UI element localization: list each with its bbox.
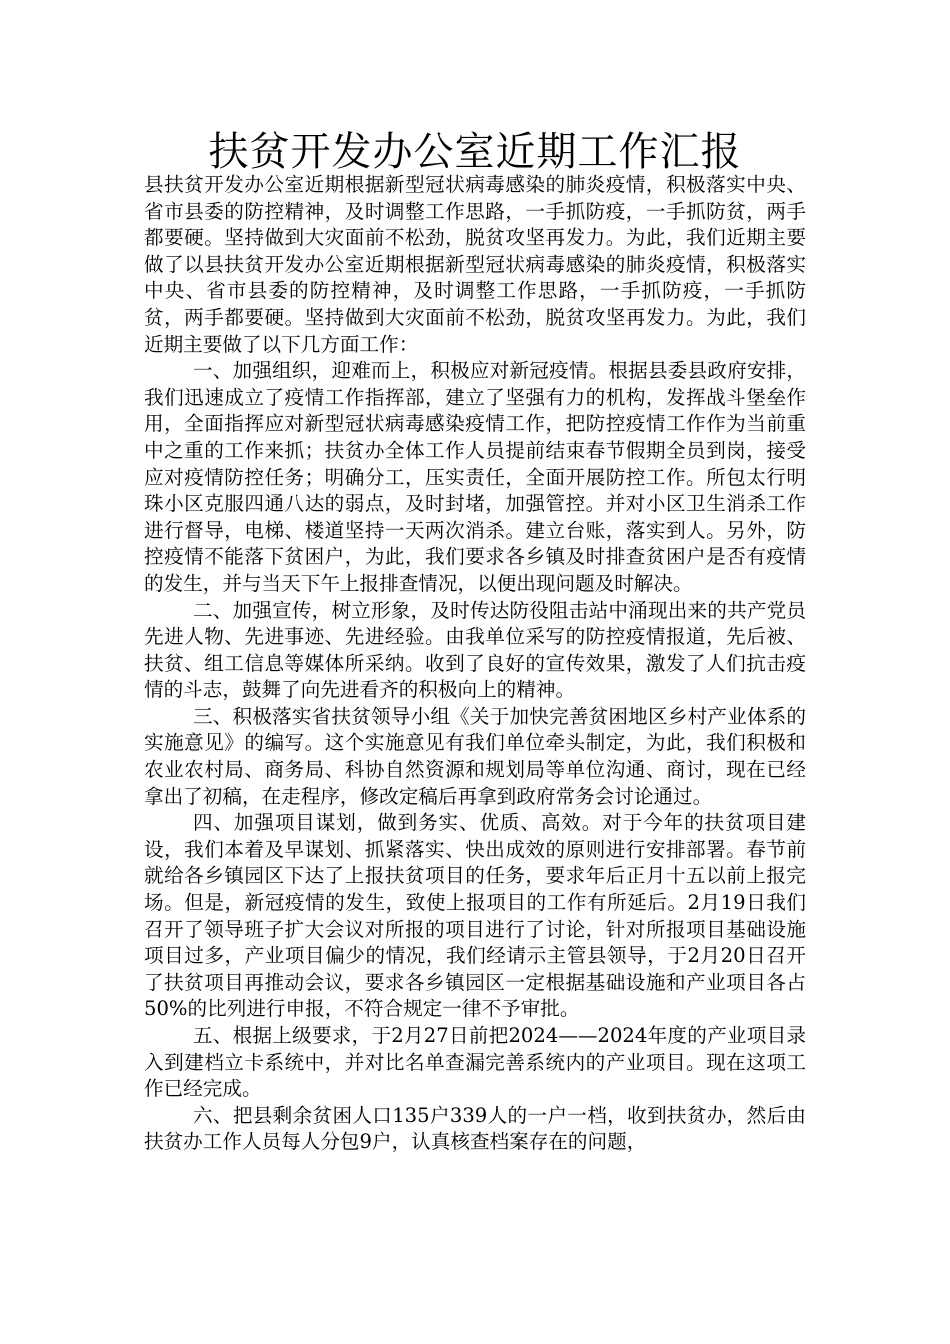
intro-paragraph: 县扶贫开发办公室近期根据新型冠状病毒感染的肺炎疫情，积极落实中央、省市县委的防控精神，及时调整工作思路，一手抓防疫，一手抓防贫，两手都要硬。坚持做到大灾面前不松劲，脱贫攻坚再发力。为此，我们近期主要做了以县扶贫开发办公室近期根据新型冠状病毒感染的肺炎疫情，积极落实中央、省市县委的防控精神，及时调整工作思路，一手抓防疫，一手抓防贫，两手都要硬。坚持做到大灾面前不松劲，脱贫攻坚再发力。为此，我们近期主要做了以下几方面工作： <box>144 173 806 356</box>
section-6-paragraph: 六、把县剩余贫困人口135户339人的一户一档，收到扶贫办，然后由扶贫办工作人员每人分包9户，认真核查档案存在的问题， <box>144 1103 806 1154</box>
section-5-paragraph: 五、根据上级要求，于2月27日前把2024——2024年度的产业项目录入到建档立卡系统中，并对比名单查漏完善系统内的产业项目。现在这项工作已经完成。 <box>144 1024 806 1101</box>
section-1-paragraph: 一、加强组织，迎难而上，积极应对新冠疫情。根据县委县政府安排，我们迅速成立了疫情工作指挥部，建立了坚强有力的机构，发挥战斗堡垒作用，全面指挥应对新型冠状病毒感染疫情工作，把防控疫情工作作为当前重中之重的工作来抓；扶贫办全体工作人员提前结束春节假期全员到岗，接受应对疫情防控任务；明确分工，压实责任，全面开展防控工作。所包太行明珠小区克服四通八达的弱点，及时封堵，加强管控。并对小区卫生消杀工作进行督导，电梯、楼道坚持一天两次消杀。建立台账，落实到人。另外，防控疫情不能落下贫困户，为此，我们要求各乡镇及时排查贫困户是否有疫情的发生，并与当天下午上报排查情况，以便出现问题及时解决。 <box>144 359 806 595</box>
document-title: 扶贫开发办公室近期工作汇报 <box>208 129 742 175</box>
section-2-paragraph: 二、加强宣传，树立形象，及时传达防役阻击站中涌现出来的共产党员先进人物、先进事迹、先进经验。由我单位采写的防控疫情报道，先后被、扶贫、组工信息等媒体所采纳。收到了良好的宣传效果，激发了人们抗击疫情的斗志，鼓舞了向先进看齐的积极向上的精神。 <box>144 598 806 702</box>
section-4-paragraph: 四、加强项目谋划，做到务实、优质、高效。对于今年的扶贫项目建设，我们本着及早谋划、抓紧落实、快出成效的原则进行安排部署。春节前就给各乡镇园区下达了上报扶贫项目的任务，要求年后正月十五以前上报完场。但是，新冠疫情的发生，致使上报项目的工作有所延后。2月19日我们召开了领导班子扩大会议对所报的项目进行了讨论，针对所报项目基础设施项目过多，产业项目偏少的情况，我们经请示主管县领导，于2月20日召开了扶贫项目再推动会议，要求各乡镇园区一定根据基础设施和产业项目各占50%的比列进行申报，不符合规定一律不予审批。 <box>144 811 806 1021</box>
section-3-paragraph: 三、积极落实省扶贫领导小组《关于加快完善贫困地区乡村产业体系的实施意见》的编写。这个实施意见有我们单位牵头制定，为此，我们积极和农业农村局、商务局、科协自然资源和规划局等单位沟通、商讨，现在已经拿出了初稿，在走程序，修改定稿后再拿到政府常务会讨论通过。 <box>144 704 806 808</box>
document-body <box>144 172 806 1156</box>
